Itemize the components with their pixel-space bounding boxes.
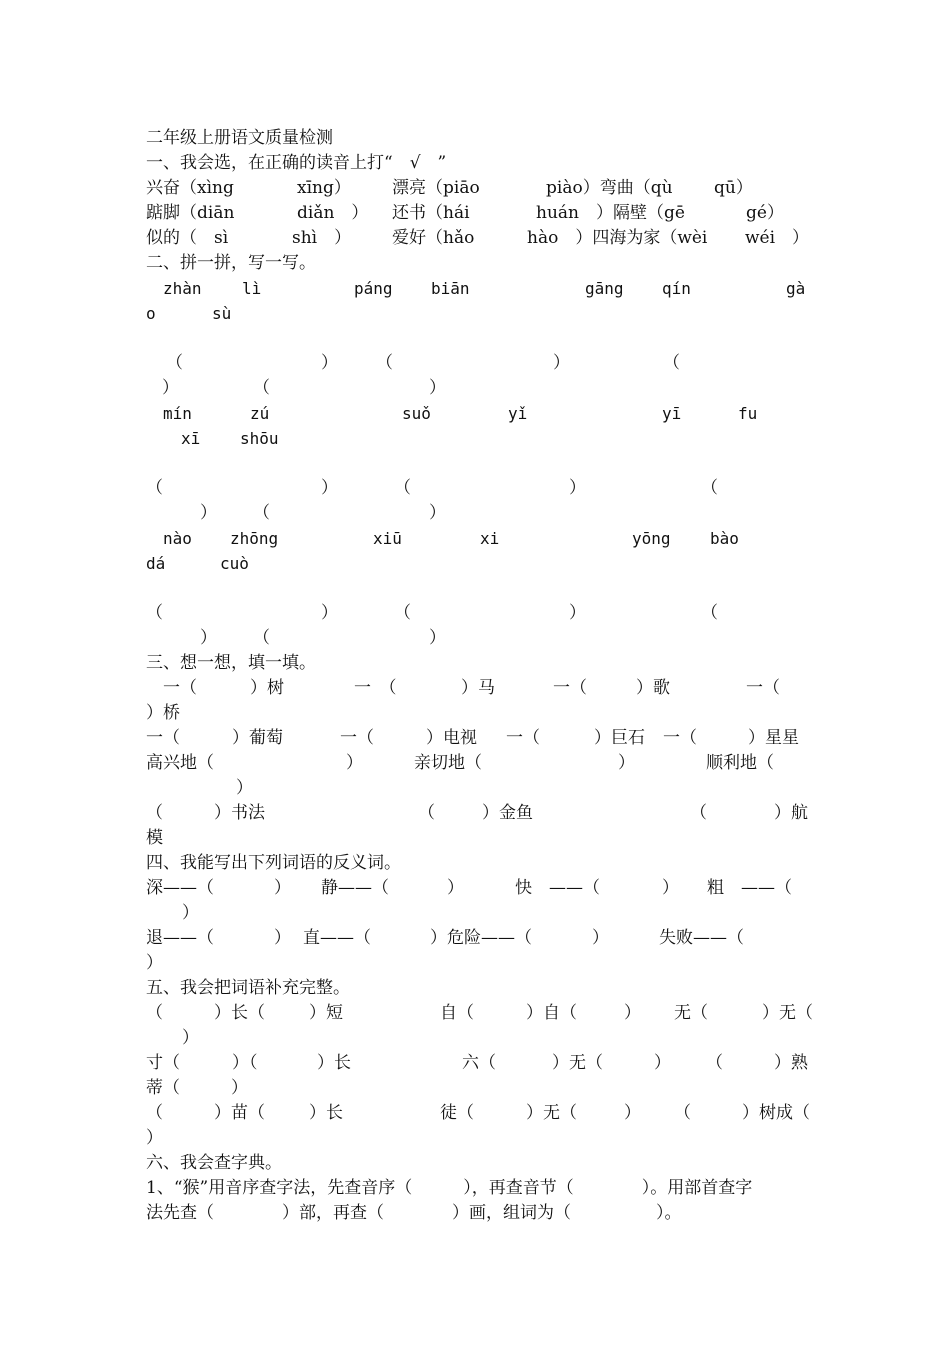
measure-word-blank[interactable]: 一（ <box>163 678 197 698</box>
measure-word-text: ）电视 <box>426 728 477 748</box>
pinyin: yōng <box>632 529 671 548</box>
adverb-blank[interactable]: 顺利地（ <box>706 753 774 773</box>
adjective-blank[interactable]: （ <box>146 803 163 823</box>
s1-row3-item: 爱好（hǎo <box>392 228 475 248</box>
s3-row-3-wrap <box>146 776 808 801</box>
pinyin: o <box>146 304 156 323</box>
answer-paren-close: ） <box>321 478 338 498</box>
answer-paren-close: ） <box>200 503 217 523</box>
s1-row3-item: shì ） <box>292 228 352 248</box>
measure-word-text: ）马 <box>461 678 495 698</box>
s1-row2-item: 还书（hái <box>392 203 470 223</box>
antonym-blank[interactable]: 退——（ <box>146 928 214 948</box>
s1-row3-item: hào ）四海为家（wèi <box>527 228 708 248</box>
s1-row1-item: piào）弯曲（qù <box>546 178 673 198</box>
s1-row3-item: wéi ） <box>745 228 810 248</box>
antonym-close: ） <box>662 878 679 898</box>
adverb-close: ） <box>236 778 253 798</box>
answer-paren-close: ） <box>429 628 446 648</box>
section-3-heading: 三、想一想，填一填。 <box>146 653 316 673</box>
antonym-blank[interactable]: 失败——（ <box>659 928 744 948</box>
idiom-text: ）长 <box>309 1103 343 1123</box>
s2-answer-row-3 <box>146 601 808 626</box>
s3-row-4 <box>146 801 808 826</box>
measure-word-blank[interactable]: 一（ <box>340 728 374 748</box>
pinyin: yī <box>662 404 682 423</box>
s2-pinyin-row-3-wrap <box>146 551 808 576</box>
idiom-blank[interactable]: ）长（ <box>214 1003 265 1023</box>
answer-paren-close: ） <box>200 628 217 648</box>
measure-word-blank[interactable]: 一（ <box>146 728 180 748</box>
s1-row2-item: huán ）隔壁（gē <box>536 203 685 223</box>
s1-row-3 <box>146 226 808 251</box>
s2-answer-row-3-wrap <box>146 626 808 651</box>
pinyin: biān <box>431 279 470 298</box>
s1-row-1 <box>146 176 808 201</box>
s3-row-1-wrap: ）桥 <box>146 703 180 723</box>
section-6-heading: 六、我会查字典。 <box>146 1153 282 1173</box>
antonym-blank[interactable]: 深——（ <box>146 878 214 898</box>
section-2-heading: 二、拼一拼，写一写。 <box>146 253 316 273</box>
answer-paren-open[interactable]: （ <box>701 603 718 623</box>
idiom-text: ）熟 <box>774 1053 808 1073</box>
adverb-close: ） <box>346 753 363 773</box>
s3-row-2 <box>146 726 808 751</box>
idiom-blank[interactable]: （ <box>706 1053 723 1073</box>
answer-paren-open[interactable]: （ <box>701 478 718 498</box>
adverb-close: ） <box>618 753 635 773</box>
answer-paren-close: ） <box>569 603 586 623</box>
answer-paren-open[interactable]: （ <box>376 353 393 373</box>
pinyin: xi <box>480 529 500 548</box>
answer-paren-open[interactable]: （ <box>253 503 270 523</box>
adjective-text: ）航 <box>774 803 808 823</box>
idiom-text: ） <box>624 1103 641 1123</box>
pinyin: mín <box>163 404 192 423</box>
s3-row-4-wrap: 模 <box>146 828 163 848</box>
antonym-close: ） <box>592 928 609 948</box>
idiom-blank[interactable]: ）苗（ <box>214 1103 265 1123</box>
s2-pinyin-row-1 <box>146 276 808 301</box>
pinyin: qín <box>662 279 691 298</box>
measure-word-blank[interactable]: 一（ <box>746 678 780 698</box>
s3-row-3 <box>146 751 808 776</box>
measure-word-blank[interactable]: 一（ <box>553 678 587 698</box>
s5-row-3-wrap: ） <box>146 1128 163 1148</box>
answer-paren-open[interactable]: （ <box>146 478 163 498</box>
s4-row-1 <box>146 876 808 901</box>
answer-paren-open[interactable]: （ <box>253 378 270 398</box>
s5-row-3 <box>146 1101 808 1126</box>
s3-row-1 <box>146 676 808 701</box>
pinyin: zhōng <box>230 529 279 548</box>
s2-pinyin-row-2-wrap <box>146 426 808 451</box>
s2-answer-row-1 <box>146 351 808 376</box>
antonym-close: ） <box>274 878 291 898</box>
adjective-text: ）金鱼 <box>482 803 533 823</box>
pinyin: xī <box>181 429 201 448</box>
idiom-blank[interactable]: ）树成（ <box>742 1103 810 1123</box>
s6-question-1-line-2: 法先查（ ）部，再查（ ）画，组词为（ ）。 <box>146 1203 682 1223</box>
s1-row1-item: qū） <box>714 178 753 198</box>
s5-row-1 <box>146 1001 813 1026</box>
s6-question-1-line-1: 1、“猴”用音序查字法，先查音序（ ），再查音节（ ）。用部首查字 <box>146 1178 753 1198</box>
answer-paren-open[interactable]: （ <box>146 603 163 623</box>
pinyin: suǒ <box>402 404 431 423</box>
idiom-blank[interactable]: 无（ <box>674 1003 708 1023</box>
antonym-blank[interactable]: 快 ——（ <box>515 878 600 898</box>
s1-row2-item: diǎn ） <box>297 203 369 223</box>
document-title: 二年级上册语文质量检测 <box>146 128 333 148</box>
measure-word-text: ）星星 <box>748 728 799 748</box>
s4-row-2-wrap: ） <box>146 953 163 973</box>
s4-row-2 <box>146 926 808 951</box>
pinyin: páng <box>354 279 393 298</box>
s1-row2-item: gé） <box>746 203 784 223</box>
s2-answer-row-2 <box>146 476 808 501</box>
answer-paren-open[interactable]: （ <box>394 603 411 623</box>
s1-row2-item: 踮脚（diān <box>146 203 235 223</box>
pinyin: nào <box>163 529 192 548</box>
answer-paren-close: ） <box>321 603 338 623</box>
antonym-close: ） <box>447 878 464 898</box>
idiom-text: ）长 <box>317 1053 351 1073</box>
answer-paren-open[interactable]: （ <box>663 353 680 373</box>
answer-paren-close: ） <box>553 353 570 373</box>
s5-row-2 <box>146 1051 808 1076</box>
pinyin: zú <box>250 404 270 423</box>
answer-paren-close: ） <box>429 378 446 398</box>
measure-word-blank[interactable]: 一（ <box>663 728 697 748</box>
answer-paren-close: ） <box>429 503 446 523</box>
s1-row1-item: xīng） <box>297 178 351 198</box>
idiom-blank[interactable]: （ <box>146 1103 163 1123</box>
section-4-heading: 四、我能写出下列词语的反义词。 <box>146 853 401 873</box>
answer-paren-open[interactable]: （ <box>253 628 270 648</box>
section-1-heading: 一、我会选，在正确的读音上打“ √ ” <box>146 153 447 173</box>
antonym-blank[interactable]: 静——（ <box>321 878 389 898</box>
measure-word-text: ）巨石 <box>594 728 645 748</box>
s2-pinyin-row-3 <box>146 526 808 551</box>
idiom-blank[interactable]: ）自（ <box>526 1003 577 1023</box>
pinyin: dá <box>146 554 166 573</box>
measure-word-blank[interactable]: 一（ <box>506 728 540 748</box>
measure-word-blank[interactable]: 一 （ <box>354 678 397 698</box>
idiom-blank[interactable]: （ <box>674 1103 691 1123</box>
idiom-blank[interactable]: （ <box>146 1003 163 1023</box>
idiom-close: ） <box>182 1028 199 1048</box>
s2-answer-row-2-wrap <box>146 501 808 526</box>
antonym-close: ） <box>274 928 291 948</box>
antonym-close: ） <box>182 903 199 923</box>
idiom-text: ）短 <box>309 1003 343 1023</box>
idiom-blank[interactable]: 自（ <box>440 1003 474 1023</box>
s5-row-2-wrap: 蒂（ ） <box>146 1078 248 1098</box>
answer-paren-close: ） <box>569 478 586 498</box>
section-5-heading: 五、我会把词语补充完整。 <box>146 978 350 998</box>
s1-row1-item: 漂亮（piāo <box>392 178 480 198</box>
pinyin: bào <box>710 529 739 548</box>
adverb-blank[interactable]: 高兴地（ <box>146 753 214 773</box>
s4-row-1-wrap <box>146 901 808 926</box>
s2-pinyin-row-1-wrap <box>146 301 808 326</box>
idiom-blank[interactable]: 徒（ <box>440 1103 474 1123</box>
pinyin: fu <box>738 404 758 423</box>
idiom-blank[interactable]: 六（ <box>462 1053 496 1073</box>
adjective-blank[interactable]: （ <box>690 803 707 823</box>
idiom-blank[interactable]: 寸（ <box>146 1053 180 1073</box>
pinyin: gāng <box>585 279 624 298</box>
measure-word-text: ）歌 <box>636 678 670 698</box>
pinyin: cuò <box>220 554 249 573</box>
s1-row3-item: 似的（ sì <box>146 228 229 248</box>
antonym-blank[interactable]: 粗 ——（ <box>707 878 792 898</box>
pinyin: sù <box>212 304 232 323</box>
idiom-text: ） <box>654 1053 671 1073</box>
s2-answer-row-1-wrap <box>146 376 808 401</box>
answer-paren-close: ） <box>321 353 338 373</box>
pinyin: lì <box>242 279 262 298</box>
pinyin: yǐ <box>508 404 528 423</box>
idiom-text: ） <box>624 1003 641 1023</box>
s1-row-2 <box>146 201 808 226</box>
idiom-blank[interactable]: ）无（ <box>762 1003 813 1023</box>
answer-paren-open[interactable]: （ <box>166 353 183 373</box>
pinyin: shōu <box>240 429 279 448</box>
adverb-blank[interactable]: 亲切地（ <box>414 753 482 773</box>
antonym-close: ）危险——（ <box>430 928 532 948</box>
adjective-blank[interactable]: （ <box>418 803 435 823</box>
adjective-text: ）书法 <box>214 803 265 823</box>
antonym-blank[interactable]: 直——（ <box>303 928 371 948</box>
s1-row1-item: 兴奋（xìng <box>146 178 234 198</box>
pinyin: xiū <box>373 529 402 548</box>
measure-word-text: ）葡萄 <box>232 728 283 748</box>
idiom-blank[interactable]: ）无（ <box>552 1053 603 1073</box>
measure-word-text: ）树 <box>250 678 284 698</box>
idiom-blank[interactable]: ）（ <box>232 1053 258 1073</box>
idiom-blank[interactable]: ）无（ <box>526 1103 577 1123</box>
answer-paren-close: ） <box>162 378 179 398</box>
s5-row-1-wrap <box>146 1026 808 1051</box>
pinyin: zhàn <box>163 279 202 298</box>
answer-paren-open[interactable]: （ <box>394 478 411 498</box>
pinyin: gà <box>786 279 806 298</box>
s2-pinyin-row-2 <box>146 401 808 426</box>
